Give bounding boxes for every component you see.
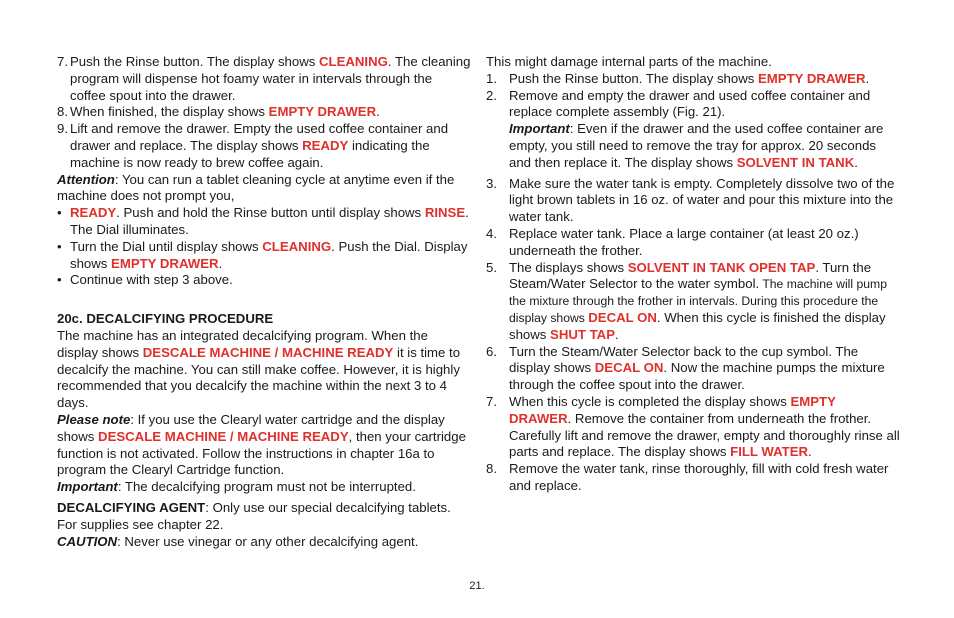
step-number: 4. xyxy=(486,225,497,241)
please-note: Please note: If you use the Clearyl water cartridge and the display shows DESCALE MACHINE / MACHINE READY, then your cartridge function is not activated. Follow the instructions in chapter 16a to program the Clearyl Cartridge function. xyxy=(57,411,466,478)
agent-note: DECALCIFYING AGENT: Only use our special decalcifying tablets. For supplies see chapter 22. xyxy=(57,499,451,532)
step-number: 6. xyxy=(486,343,497,359)
bullet-mark: • xyxy=(57,272,62,288)
caution-note: CAUTION: Never use vinegar or any other decalcifying agent. xyxy=(57,533,419,549)
step-9 xyxy=(57,121,471,171)
display-message: READY xyxy=(70,205,117,221)
step-text: Push the Rinse button. The display shows CLEANING. The cleaning program will dispense hot foamy water in intervals through the coffee spout into the drawer. xyxy=(70,54,471,103)
left-column xyxy=(57,54,471,550)
display-message: SOLVENT IN TANK OPEN TAP xyxy=(627,259,816,275)
step-number: 9. xyxy=(57,121,68,137)
step-number: 7. xyxy=(486,393,497,409)
step-5: 5. The displays shows SOLVENT IN TANK OPEN TAP. Turn the Steam/Water Selector to the water symbol. The machine will pump the mixture through the frother in intervals. During this procedure the display shows DECAL ON. When this cycle is finished the display shows SHUT TAP. xyxy=(486,259,887,342)
page-number: 21. xyxy=(469,580,485,592)
display-message: EMPTY DRAWER xyxy=(509,393,836,426)
display-message: DECAL ON xyxy=(588,309,657,325)
display-message: CLEANING xyxy=(319,54,388,69)
step-number: 3. xyxy=(486,175,497,191)
step-2: 2. Remove and empty the drawer and used coffee container and replace complete assembly (Fig. 21). Important: Even if the drawer and the used coffee container are empty, you still need to remove the tray for approx. 20 seconds and then replace it. The display shows SOLVENT IN TANK. xyxy=(486,87,884,170)
bullet-ready: • READY. Push and hold the Rinse button until display shows RINSE. The Dial illuminates. xyxy=(57,205,469,237)
step-number: 8. xyxy=(57,104,68,120)
step-number: 5. xyxy=(486,259,497,275)
display-message: EMPTY DRAWER xyxy=(758,70,866,86)
display-message: SHUT TAP xyxy=(550,326,616,342)
display-message: EMPTY DRAWER xyxy=(268,104,377,120)
display-message: DECAL ON xyxy=(594,360,664,376)
step-number: 1. xyxy=(486,70,497,86)
display-message: SOLVENT IN TANK xyxy=(736,154,855,170)
display-message: DESCALE MACHINE / MACHINE READY xyxy=(98,428,349,444)
display-message: FILL WATER xyxy=(730,444,809,460)
bullet-turn-dial: • Turn the Dial until display shows CLEANING. Push the Dial. Display shows EMPTY DRAWER. xyxy=(57,238,468,271)
step-8: 8. Remove the water tank, rinse thoroughly, fill with cold fresh water and replace. xyxy=(486,461,889,493)
step-number: 7. xyxy=(57,54,68,69)
attention-note: Attention: You can run a tablet cleaning cycle at anytime even if the machine does not prompt you, xyxy=(57,171,455,204)
step-6: 6. Turn the Steam/Water Selector back to the cup symbol. The display shows DECAL ON. Now the machine pumps the mixture through the coffee spout into the drawer. xyxy=(486,343,885,393)
step-number: 8. xyxy=(486,461,497,477)
intro-paragraph: The machine has an integrated decalcifying program. When the display shows DESCALE MACHINE / MACHINE READY it is time to decalcify the machine. You can still make coffee. However, it is highly recommended that you decalcify the machine within the next 3 to 4 days. xyxy=(57,327,461,411)
top-line: This might damage internal parts of the machine. xyxy=(486,54,772,69)
right-column xyxy=(486,54,900,495)
bullet-continue: • Continue with step 3 above. xyxy=(57,272,233,288)
display-message: READY xyxy=(302,137,349,153)
step-text: Lift and remove the drawer. Empty the used coffee container and drawer and replace. The display shows READY indicating the machine is now ready to brew coffee again. xyxy=(70,121,449,170)
bullet-mark: • xyxy=(57,205,62,221)
step-number: 2. xyxy=(486,87,497,103)
display-message: DESCALE MACHINE / MACHINE READY xyxy=(142,344,394,360)
section-heading: 20c. DECALCIFYING PROCEDURE xyxy=(57,311,274,327)
important-note: Important: The decalcifying program must not be interrupted. xyxy=(57,479,416,495)
display-message: EMPTY DRAWER xyxy=(111,255,219,271)
step-3: 3. Make sure the water tank is empty. Completely dissolve two of the light brown tablets in 16 oz. of water and pour this mixture into the water tank. xyxy=(486,175,895,225)
step-1: 1. Push the Rinse button. The display shows EMPTY DRAWER. xyxy=(486,70,870,86)
step-8 xyxy=(57,104,471,121)
step-text: When finished, the display shows EMPTY DRAWER. xyxy=(70,104,380,120)
display-message: CLEANING xyxy=(262,238,332,254)
step-7: 7. When this cycle is completed the display shows EMPTY DRAWER. Remove the container from underneath the frother. Carefully lift and remove the drawer, empty and thoroughly rinse all parts and replace. The display shows FILL WATER. xyxy=(486,393,900,460)
display-message: RINSE xyxy=(424,205,466,221)
bullet-mark: • xyxy=(57,238,62,254)
step-7 xyxy=(57,54,471,104)
step-4: 4. Replace water tank. Place a large container (at least 20 oz.) underneath the frother. xyxy=(486,225,859,258)
